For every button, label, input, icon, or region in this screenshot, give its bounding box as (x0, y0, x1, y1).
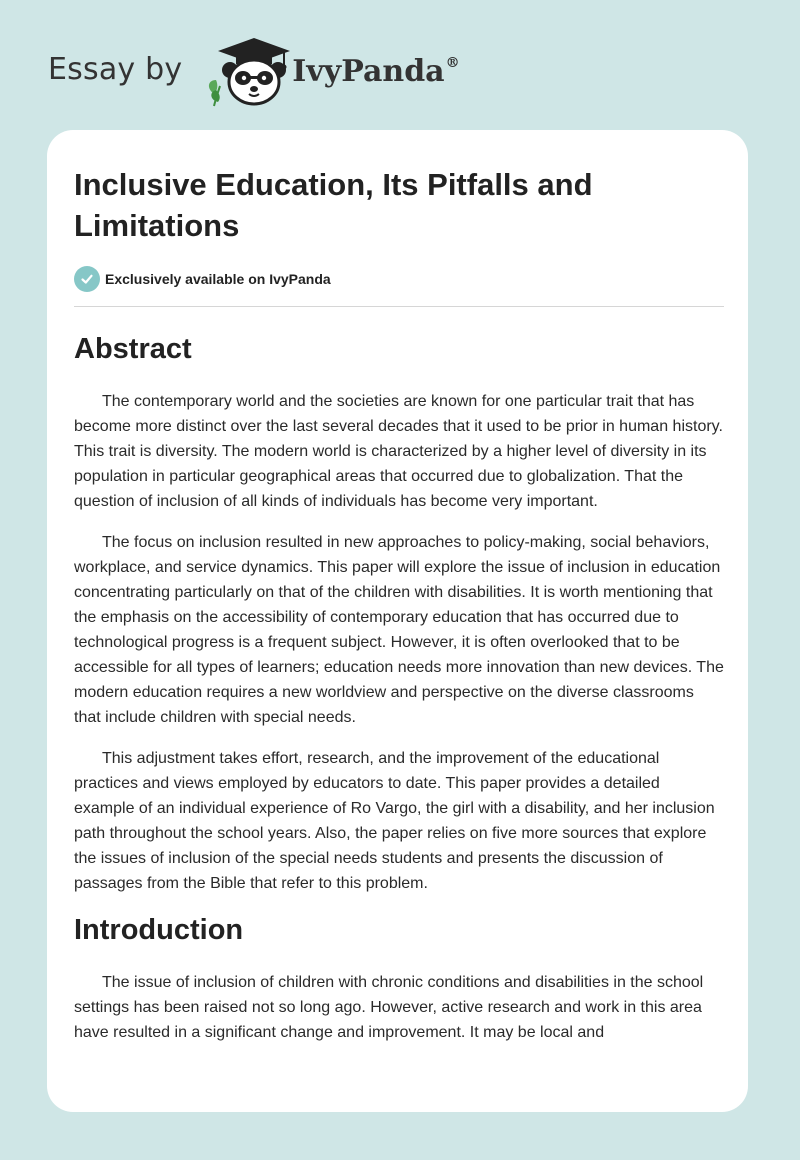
brand-name[interactable] (292, 54, 459, 89)
section-heading-abstract: Abstract (74, 333, 192, 365)
exclusive-badge-text: Exclusively available on IvyPanda (105, 271, 331, 287)
exclusive-badge (74, 265, 724, 293)
essay-title: Inclusive Education, Its Pitfalls and Limitations (74, 167, 593, 243)
section-heading-introduction: Introduction (74, 914, 244, 946)
panda-graduate-icon[interactable] (196, 36, 292, 108)
paragraph: This adjustment takes effort, research, and the improvement of the educational practices and views employed by educators to date. This paper provides a detailed example of an individual experience of Ro Vargo, the girl with a disability, and her inclusion path throughout the school years. Also, the paper relies on five more sources that explore the issues of inclusion of the special needs students and presents the discussion of passages from the Bible that refer to this problem. (74, 750, 715, 892)
essay-card (47, 130, 748, 1112)
paragraph: The issue of inclusion of children with chronic conditions and disabilities in the school settings has been raised not so long ago. However, active research and work in this area have resulted in a significant change and improvement. It may be local and (74, 974, 704, 1041)
check-circle-icon (74, 266, 100, 292)
paragraph: The contemporary world and the societies are known for one particular trait that has become more distinct over the last several decades that it used to be prior in human history. This trait is diversity. The modern world is characterized by a higher level of diversity in its population in particular geographical areas that occurred due to globalization. That the question of inclusion of all kinds of individuals has become very important. (74, 393, 723, 510)
brand-name-text: IvyPanda (292, 53, 445, 89)
site-header (48, 36, 460, 108)
essay-content (74, 130, 724, 1045)
title-divider (74, 306, 724, 307)
essay-by-label: Essay by (48, 51, 183, 87)
registered-mark: ® (445, 54, 460, 71)
paragraph: The focus on inclusion resulted in new approaches to policy-making, social behaviors, workplace, and service dynamics. This paper will explore the issue of inclusion in education concentrating particularly on that of the children with disabilities. It is worth mentioning that the emphasis on the accessibility of contemporary education that has occurred due to technological progress is a frequent subject. However, it is often overlooked that to be accessible for all types of learners; education needs more innovation than new devices. The modern education requires a new worldview and perspective on the diverse classrooms that include children with special needs. (74, 534, 724, 726)
